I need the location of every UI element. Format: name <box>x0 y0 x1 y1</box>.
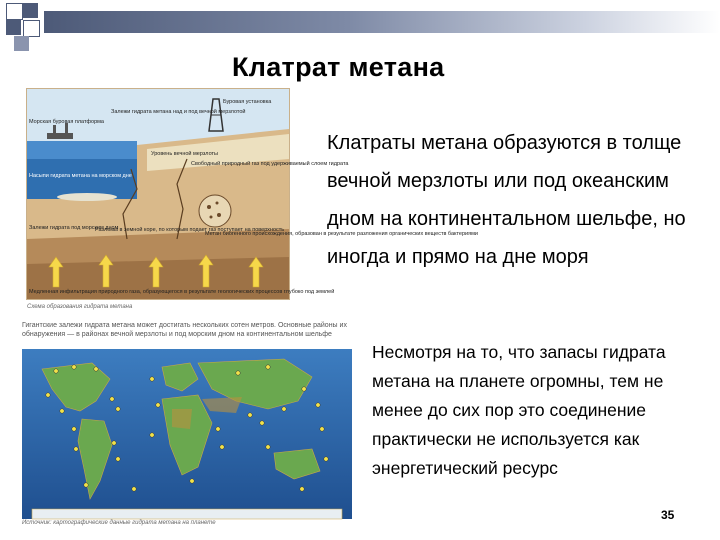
page-number: 35 <box>661 508 675 522</box>
world-hydrate-map <box>22 349 352 519</box>
map-caption: Гигантские залежи гидрата метана может достигать нескольких сотен метров. Основные районы их обнаружения — в районах вечной мерзлоты и под морским дном на континентальном шельфе <box>22 322 347 338</box>
label-sea-platform: Морская буровая платформа <box>29 119 104 125</box>
deco-square <box>23 20 40 37</box>
hydrate-diagram <box>26 88 478 300</box>
slide-title: Клатрат метана <box>232 52 445 82</box>
map-source: Источник: картографические данные гидрата метана на планете <box>22 520 216 526</box>
deco-square <box>23 3 38 18</box>
label-under-seabed: Залежи гидрата под морским дном <box>29 225 119 231</box>
label-infiltration: Медленная инфильтрация природного газа, образующегося в результате геологических процессов глубоко под землей <box>29 289 335 295</box>
header-bar <box>44 11 720 33</box>
label-drill-rig: Буровая установка <box>223 99 272 105</box>
label-cracks: Разломы в земной коре, по которым подает газ поступает на поверхность <box>95 227 285 233</box>
deco-square <box>6 3 23 20</box>
deco-square <box>6 20 21 35</box>
label-permafrost-hydrate: Залежи гидрата метана над и под вечной мерзлотой <box>111 109 246 115</box>
label-free-gas: Свободный природный газ под удерживаемый слоем гидрата <box>191 161 349 167</box>
paragraph-resources: Несмотря на то, что запасы гидрата метана на планете огромны, тем не менее до сих пор это соединение практически не используется как энергетический ресурс <box>372 342 666 478</box>
deco-square <box>14 36 29 51</box>
diagram-caption: Схема образования гидрата метана <box>27 304 133 310</box>
paragraph-formation: Клатраты метана образуются в толще вечной мерзлоты или под океанским дном на континентальном шельфе, но иногда и прямо на дне моря <box>327 132 686 268</box>
label-seabed-hydrate: Насыпи гидрата метана на морском дне <box>29 173 132 179</box>
label-bacteria: Метан биогенного происхождения, образован в результате разложения органических веществ бактериями <box>205 231 478 237</box>
label-groundwater-level: Уровень вечной мерзлоты <box>151 151 218 157</box>
